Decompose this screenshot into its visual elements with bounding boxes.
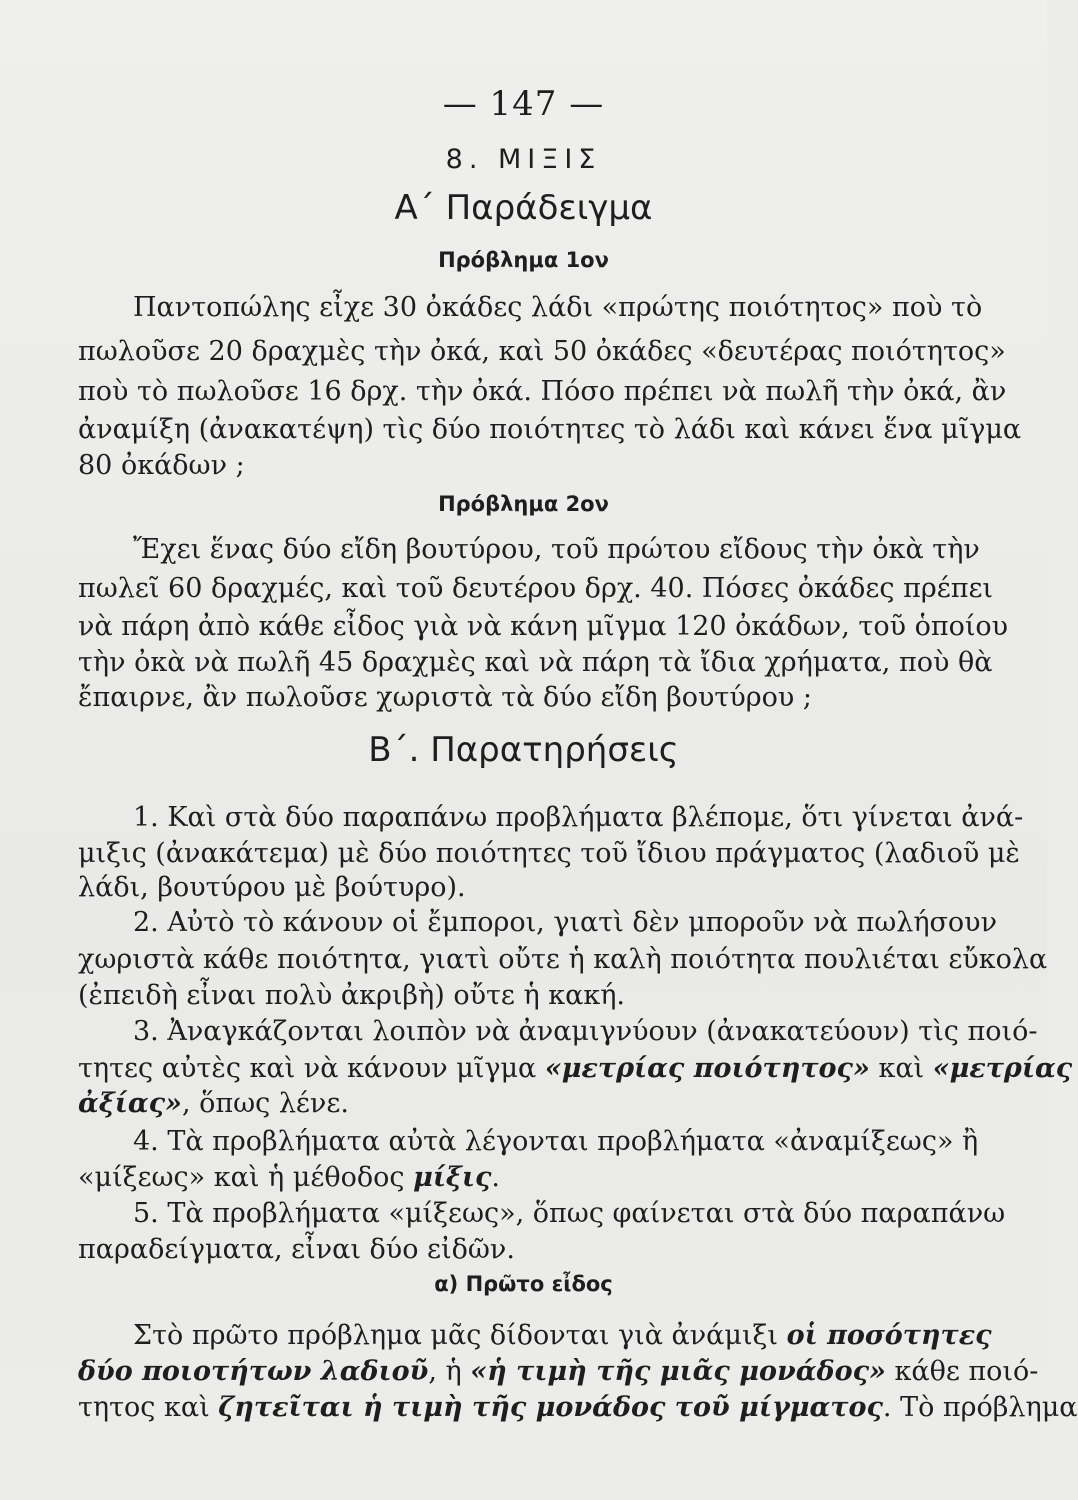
note2-line: 2. Αὐτὸ τὸ κάνουν οἱ ἔμποροι, γιατὶ δὲν μποροῦν νὰ πωλήσουν <box>133 907 998 938</box>
problem2-line: Ἔχει ἕνας δύο εἴδη βουτύρου, τοῦ πρώτου εἴδους τὴν ὀκὰ τὴν <box>133 534 980 565</box>
problem2-line: νὰ πάρη ἀπὸ κάθε εἶδος γιὰ νὰ κάνη μῖγμα 120 ὀκάδων, τοῦ ὁποίου <box>78 611 1009 642</box>
note4-line: «μίξεως» καὶ ἡ μέθοδος μίξις. <box>78 1162 500 1193</box>
section-title: 8. ΜΙΞΙΣ <box>445 144 602 175</box>
note1-line: 1. Καὶ στὰ δύο παραπάνω προβλήματα βλέπομε, ὅτι γίνεται ἀνά- <box>133 802 1024 833</box>
note3-line: τητες αὐτὲς καὶ νὰ κάνουν μῖγμα «μετρίας ποιότητος» καὶ «μετρίας <box>78 1053 1073 1084</box>
problem2-line: πωλεῖ 60 δραχμές, καὶ τοῦ δευτέρου δρχ. 40. Πόσες ὀκάδες πρέπει <box>78 573 994 604</box>
note5-line: 5. Τὰ προβλήματα «μίξεως», ὅπως φαίνεται στὰ δύο παραπάνω <box>133 1198 1006 1229</box>
first-kind-title: α) Πρῶτο εἶδος <box>434 1272 613 1296</box>
note3-line: 3. Ἀναγκάζονται λοιπὸν νὰ ἀναμιγνύουν (ἀνακατεύουν) τὶς ποιό- <box>133 1016 1038 1047</box>
problem2-line: ἔπαιρνε, ἂν πωλοῦσε χωριστὰ τὰ δύο εἴδη βουτύρου ; <box>78 682 812 713</box>
problem1-title: Πρόβλημα 1ον <box>438 248 609 272</box>
problem2-line: τὴν ὀκὰ νὰ πωλῆ 45 δραχμὲς καὶ νὰ πάρη τὰ ἴδια χρήματα, ποὺ θὰ <box>78 647 993 678</box>
problem1-line: 80 ὀκάδων ; <box>78 450 245 481</box>
notes-heading: Β΄. Παρατηρήσεις <box>368 730 679 770</box>
note2-line: (ἐπειδὴ εἶναι πολὺ ἀκριβὴ) οὔτε ἡ κακή. <box>78 980 626 1011</box>
problem1-line: ποὺ τὸ πωλοῦσε 16 δρχ. τὴν ὀκά. Πόσο πρέπει νὰ πωλῆ τὴν ὀκά, ἂν <box>78 376 1007 407</box>
note2-line: χωριστὰ κάθε ποιότητα, γιατὶ οὔτε ἡ καλὴ ποιότητα πουλιέται εὔκολα <box>78 944 1048 975</box>
page-number: — 147 — <box>442 84 605 124</box>
example-heading: Α΄ Παράδειγμα <box>394 188 653 228</box>
first-kind-line: δύο ποιοτήτων λαδιοῦ, ἡ «ἡ τιμὴ τῆς μιᾶς μονάδος» κάθε ποιό- <box>78 1356 1039 1387</box>
first-kind-line: Στὸ πρῶτο πρόβλημα μᾶς δίδονται γιὰ ἀνάμιξι οἱ ποσότητες <box>133 1320 992 1351</box>
problem1-line: πωλοῦσε 20 δραχμὲς τὴν ὀκά, καὶ 50 ὀκάδες «δευτέρας ποιότητος» <box>78 336 1006 367</box>
note1-line: μιξις (ἀνακάτεμα) μὲ δύο ποιότητες τοῦ ἴδιου πράγματος (λαδιοῦ μὲ <box>78 838 1020 869</box>
note1-line: λάδι, βουτύρου μὲ βούτυρο). <box>78 872 466 903</box>
note4-line: 4. Τὰ προβλήματα αὐτὰ λέγονται προβλήματα «ἀναμίξεως» ἢ <box>133 1126 979 1157</box>
problem1-line: ἀναμίξη (ἀνακατέψη) τὶς δύο ποιότητες τὸ λάδι καὶ κάνει ἕνα μῖγμα <box>78 414 1022 445</box>
problem1-line: Παντοπώλης εἶχε 30 ὀκάδες λάδι «πρώτης ποιότητος» ποὺ τὸ <box>133 292 983 323</box>
note3-line: ἀξίας», ὅπως λένε. <box>78 1088 349 1119</box>
first-kind-line: τητος καὶ ζητεῖται ἡ τιμὴ τῆς μονάδος τοῦ μίγματος. Τὸ πρόβλημα <box>78 1392 1078 1423</box>
problem2-title: Πρόβλημα 2ον <box>438 492 609 516</box>
note5-line: παραδείγματα, εἶναι δύο εἰδῶν. <box>78 1234 515 1265</box>
